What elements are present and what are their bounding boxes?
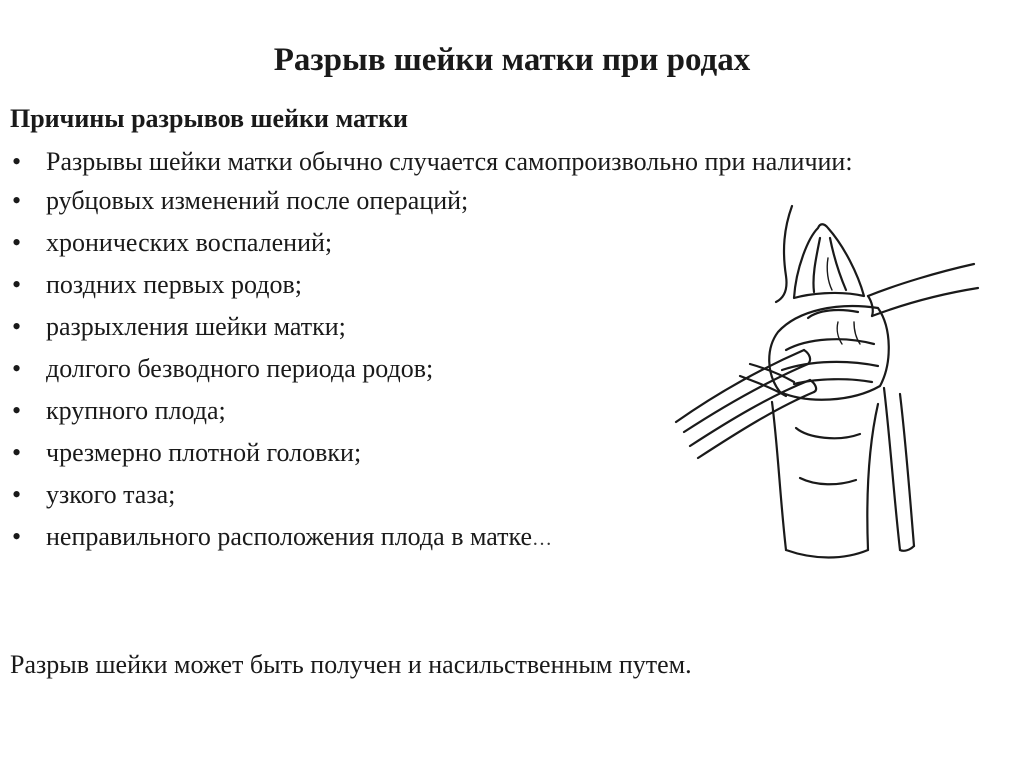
bullet-marker: •: [12, 480, 22, 509]
bullet-marker: •: [12, 186, 22, 215]
list-item-text: крупного плода;: [46, 396, 226, 425]
list-item-text: неправильного расположения плода в матке: [46, 522, 533, 551]
bullet-marker: •: [12, 354, 22, 383]
closing-statement: Разрыв шейки может быть получен и насильственным путем.: [10, 650, 692, 679]
bullet-marker: •: [12, 270, 22, 299]
list-item-text: поздних первых родов;: [46, 270, 302, 299]
list-item-text: узкого таза;: [46, 480, 176, 509]
ellipsis: …: [532, 528, 553, 550]
cervix-suturing-illustration-icon: [668, 198, 980, 560]
list-item-text: чрезмерно плотной головки;: [46, 438, 362, 467]
bullet-marker: •: [12, 522, 22, 551]
slide-title: Разрыв шейки матки при родах: [273, 42, 751, 78]
slide-subtitle: Причины разрывов шейки матки: [10, 104, 409, 133]
list-item-text: Разрывы шейки матки обычно случается самопроизвольно при наличии:: [46, 147, 853, 176]
list-item-text: разрыхления шейки матки;: [46, 312, 346, 341]
list-item-text: хронических воспалений;: [46, 228, 333, 257]
list-item: [10, 146, 1020, 177]
list-item-text: рубцовых изменений после операций;: [46, 186, 469, 215]
list-item-text: долгого безводного периода родов;: [46, 354, 434, 383]
bullet-marker: •: [12, 438, 22, 467]
bullet-marker: •: [12, 312, 22, 341]
bullet-marker: •: [12, 228, 22, 257]
bullet-marker: •: [12, 147, 22, 176]
bullet-marker: •: [12, 396, 22, 425]
